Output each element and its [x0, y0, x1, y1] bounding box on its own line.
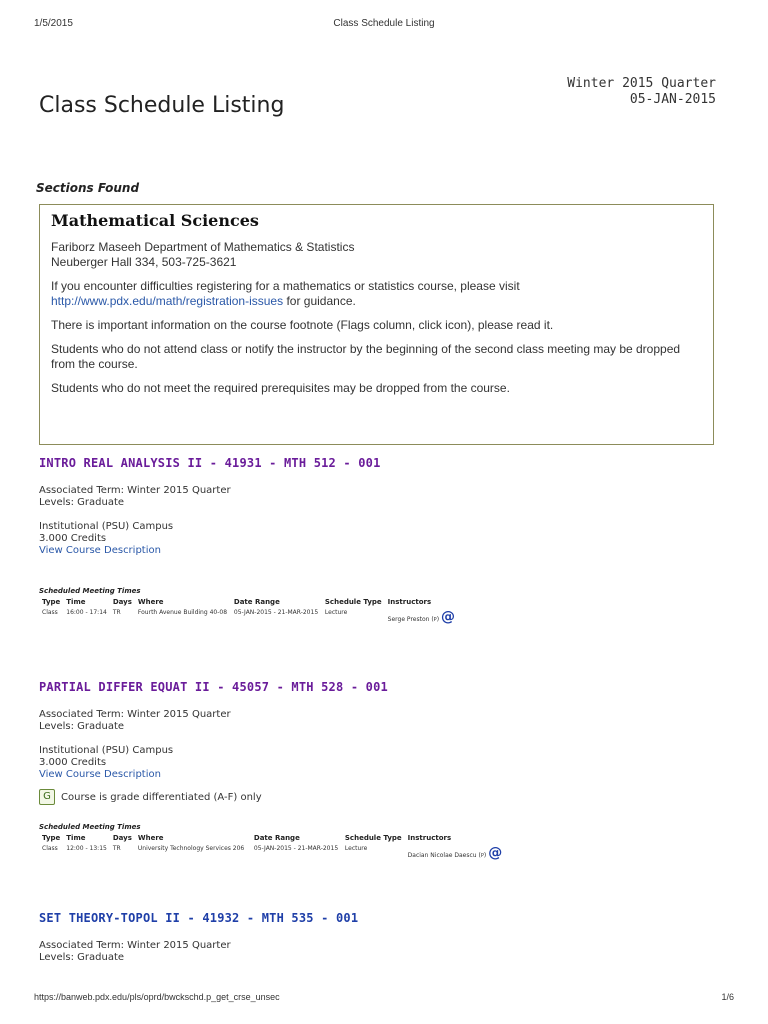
- print-date: 1/5/2015: [34, 18, 73, 29]
- course-credits: 3.000 Credits: [39, 757, 107, 768]
- grade-differentiated-row: [39, 789, 729, 805]
- attendance-notice: Students who do not attend class or notify the instructor by the beginning of the second class meeting may be dropped from the course.: [51, 342, 681, 371]
- associated-term: Associated Term: Winter 2015 Quarter: [39, 709, 231, 720]
- page-title: Class Schedule Listing: [39, 93, 285, 118]
- meeting-table-header: Type Time Days Where Date Range Schedule Type Instructors: [42, 598, 432, 606]
- print-footer: [34, 992, 734, 1004]
- instructor-cell: Serge Preston (P) @: [387, 609, 456, 625]
- grade-note: Course is grade differentiated (A-F) only: [61, 791, 262, 803]
- course-credits: 3.000 Credits: [39, 533, 107, 544]
- course-campus: Institutional (PSU) Campus: [39, 745, 174, 756]
- course-campus: Institutional (PSU) Campus: [39, 521, 174, 532]
- registration-issues-link[interactable]: http://www.pdx.edu/math/registration-issues: [51, 294, 284, 308]
- meeting-times-table: [39, 597, 458, 627]
- course-section: [39, 680, 729, 863]
- course-section: [39, 911, 729, 964]
- print-header: [34, 18, 734, 32]
- email-icon[interactable]: @: [441, 609, 456, 625]
- course-title-link[interactable]: PARTIAL DIFFER EQUAT II - 45057 - MTH 528 - 001: [39, 680, 388, 694]
- associated-term: Associated Term: Winter 2015 Quarter: [39, 485, 231, 496]
- course-levels: Levels: Graduate: [39, 952, 125, 963]
- associated-term: Associated Term: Winter 2015 Quarter: [39, 940, 231, 951]
- course-title-link[interactable]: INTRO REAL ANALYSIS II - 41931 - MTH 512 - 001: [39, 456, 381, 470]
- course-title-link[interactable]: SET THEORY-TOPOL II - 41932 - MTH 535 - 001: [39, 911, 359, 925]
- registration-notice: If you encounter difficulties registering for a mathematics or statistics course, please visit http://www.pdx.edu/math/registration-issues for guidance.: [51, 279, 520, 308]
- course-levels: Levels: Graduate: [39, 497, 125, 508]
- course-levels: Levels: Graduate: [39, 721, 125, 732]
- course-section: [39, 456, 729, 627]
- view-course-description-link[interactable]: View Course Description: [39, 545, 161, 556]
- term-block: [567, 76, 716, 108]
- meeting-times-table: [39, 833, 505, 863]
- view-course-description-link[interactable]: View Course Description: [39, 769, 161, 780]
- email-icon[interactable]: @: [488, 845, 503, 861]
- prerequisite-notice: Students who do not meet the required prerequisites may be dropped from the course.: [51, 381, 510, 395]
- meeting-table-header: Type Time Days Where Date Range Schedule Type Instructors: [42, 834, 452, 842]
- meeting-times-label: Scheduled Meeting Times: [39, 587, 141, 595]
- term-name: Winter 2015 Quarter: [567, 76, 716, 91]
- department-info-box: [39, 204, 714, 445]
- page-number: 1/6: [721, 992, 734, 1002]
- footnote-notice: There is important information on the course footnote (Flags column, click icon), please read it.: [51, 318, 554, 332]
- table-row: Class 16:00 - 17:14 TR Fourth Avenue Building 40-08 05-JAN-2015 - 21-MAR-2015 Lecture Serge Preston (P) @: [39, 607, 458, 627]
- sections-found-heading: Sections Found: [36, 181, 140, 195]
- department-address: Fariborz Maseeh Department of Mathematics & Statistics Neuberger Hall 334, 503-725-3621: [51, 240, 355, 269]
- print-title: Class Schedule Listing: [333, 18, 435, 29]
- table-row: Class 12:00 - 13:15 TR University Technology Services 206 05-JAN-2015 - 21-MAR-2015 Lecture Dacian Nicolae Daescu (P) @: [39, 843, 505, 863]
- instructor-cell: Dacian Nicolae Daescu (P) @: [407, 845, 503, 861]
- page-url: https://banweb.pdx.edu/pls/oprd/bwckschd.p_get_crse_unsec: [34, 992, 280, 1002]
- meeting-times-label: Scheduled Meeting Times: [39, 823, 141, 831]
- term-date: 05-JAN-2015: [629, 92, 716, 107]
- department-name: Mathematical Sciences: [51, 211, 259, 230]
- grade-differentiated-icon: G: [39, 789, 55, 805]
